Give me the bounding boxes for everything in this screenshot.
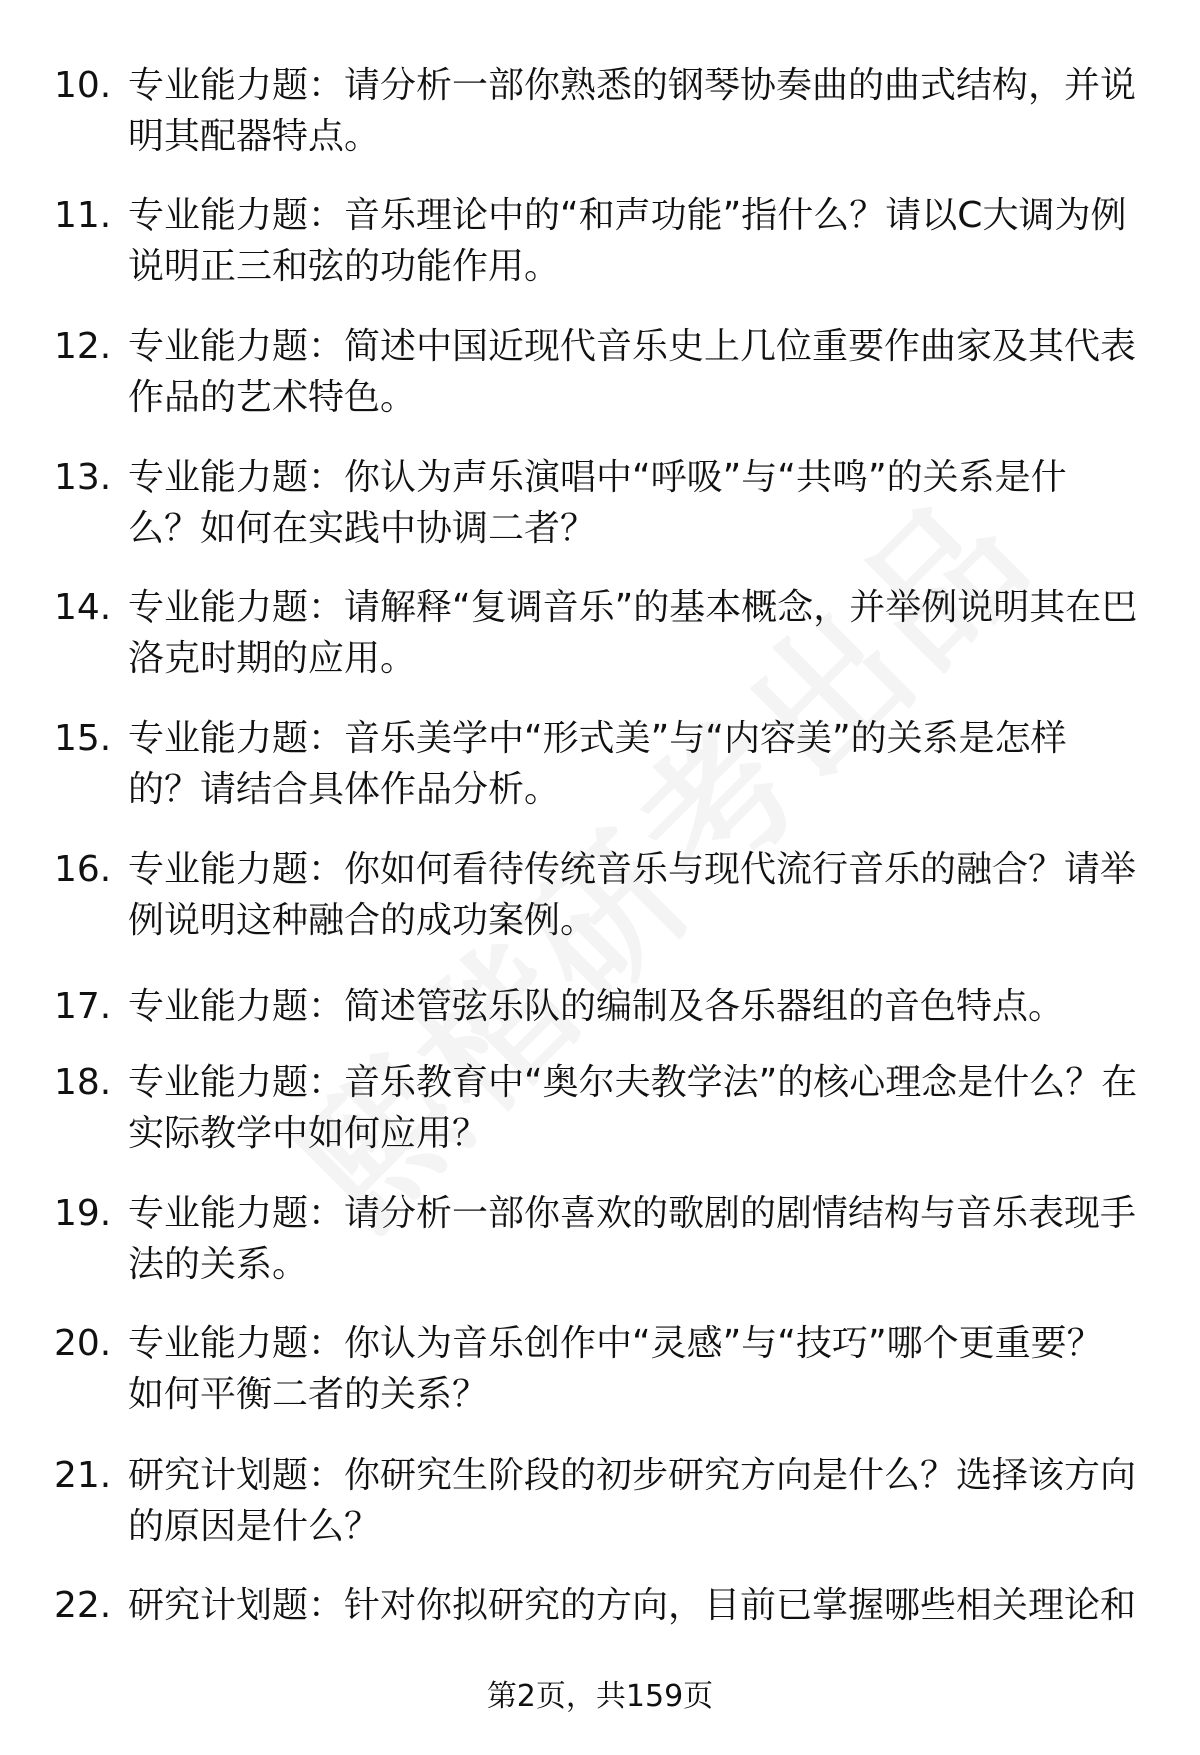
- question-text: 专业能力题：请分析一部你熟悉的钢琴协奏曲的曲式结构，并说明其配器特点。: [128, 65, 1137, 157]
- question-number: 14.: [54, 587, 112, 628]
- question-text: 专业能力题：简述中国近现代音乐史上几位重要作曲家及其代表作品的艺术特色。: [128, 326, 1137, 418]
- question-number: 18.: [54, 1062, 112, 1103]
- question-number: 13.: [54, 457, 112, 498]
- question-number: 19.: [54, 1193, 112, 1234]
- question-text: 专业能力题：你认为音乐创作中“灵感”与“技巧”哪个更重要？如何平衡二者的关系？: [128, 1323, 1103, 1415]
- question-number: 20.: [54, 1323, 112, 1364]
- question-number: 15.: [54, 718, 112, 759]
- question-number: 21.: [54, 1455, 112, 1496]
- question-number: 11.: [54, 195, 112, 236]
- question-text: 专业能力题：请分析一部你喜欢的歌剧的剧情结构与音乐表现手法的关系。: [128, 1193, 1137, 1285]
- question-number: 12.: [54, 326, 112, 367]
- question-text: 研究计划题：针对你拟研究的方向，目前已掌握哪些相关理论和: [128, 1585, 1137, 1626]
- question-number: 17.: [54, 986, 112, 1027]
- question-text: 专业能力题：你如何看待传统音乐与现代流行音乐的融合？请举例说明这种融合的成功案例。: [128, 849, 1137, 941]
- question-text: 研究计划题：你研究生阶段的初步研究方向是什么？选择该方向的原因是什么？: [128, 1455, 1137, 1547]
- question-text: 专业能力题：音乐教育中“奥尔夫教学法”的核心理念是什么？在实际教学中如何应用？: [128, 1062, 1138, 1154]
- question-text: 专业能力题：请解释“复调音乐”的基本概念，并举例说明其在巴洛克时期的应用。: [128, 587, 1138, 679]
- question-text: 专业能力题：音乐美学中“形式美”与“内容美”的关系是怎样的？请结合具体作品分析。: [128, 718, 1067, 810]
- question-number: 22.: [54, 1585, 112, 1626]
- question-text: 专业能力题：简述管弦乐队的编制及各乐器组的音色特点。: [128, 986, 1065, 1027]
- page-footer: 第2页，共159页: [486, 1679, 714, 1714]
- question-number: 10.: [54, 65, 112, 106]
- question-number: 16.: [54, 849, 112, 890]
- question-text: 专业能力题：音乐理论中的“和声功能”指什么？请以C大调为例说明正三和弦的功能作用。: [128, 195, 1127, 287]
- question-text: 专业能力题：你认为声乐演唱中“呼吸”与“共鸣”的关系是什么？如何在实践中协调二者？: [128, 457, 1067, 549]
